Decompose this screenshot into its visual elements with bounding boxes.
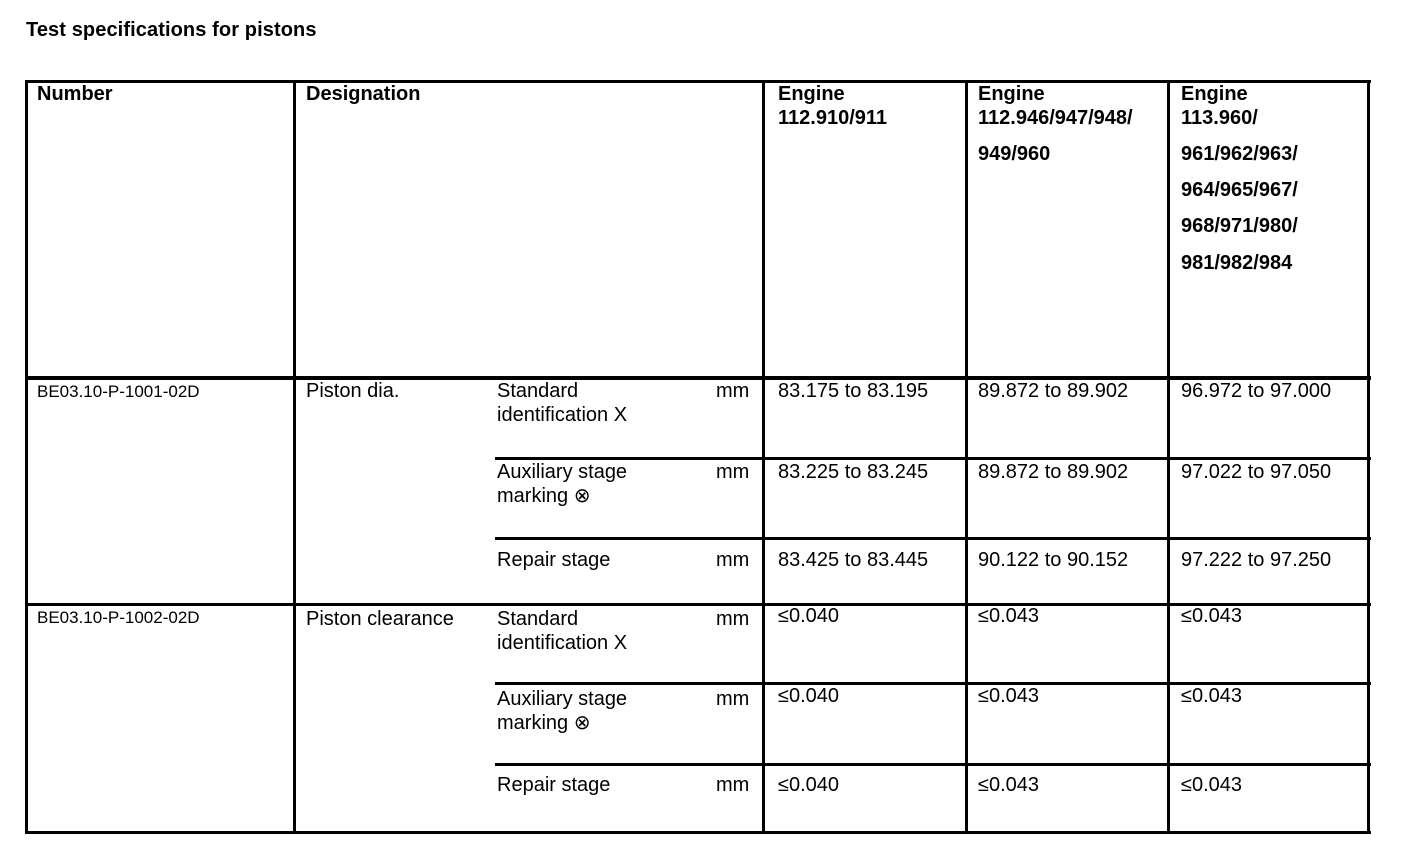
spec-value: 83.225 to 83.245 (778, 461, 929, 483)
unit-label: mm (716, 608, 750, 630)
spec-value: 97.022 to 97.050 (1181, 461, 1332, 483)
spec-value: ≤0.043 (978, 685, 1040, 707)
stage-label: Repair stage (497, 774, 611, 796)
stage-label: Standard identification X (497, 380, 628, 426)
unit-label: mm (716, 380, 750, 402)
header-number: Number (37, 83, 113, 105)
unit-label: mm (716, 688, 750, 710)
stage-label: Auxiliary stage marking ⊗ (497, 461, 628, 507)
table-left-border (25, 80, 28, 834)
unit-label: mm (716, 774, 750, 796)
spec-value: ≤0.040 (778, 685, 840, 707)
header-engine-1 (778, 82, 887, 130)
spec-value: ≤0.043 (978, 605, 1040, 627)
engine-label: Engine (1181, 83, 1248, 105)
row-divider (495, 763, 1371, 766)
stage-label: Repair stage (497, 549, 611, 571)
spec-value: ≤0.040 (778, 774, 840, 796)
header-designation: Designation (306, 83, 421, 105)
engine-model: 964/965/967/ (1181, 179, 1298, 201)
unit-label: mm (716, 461, 750, 483)
stage-label: Standard identification X (497, 608, 628, 654)
spec-designation: Piston dia. (306, 380, 400, 402)
spec-number: BE03.10-P-1002-02D (37, 608, 200, 627)
header-engine-2 (978, 82, 1133, 166)
spec-value: 83.175 to 83.195 (778, 380, 929, 402)
header-engine-3 (1181, 82, 1298, 275)
column-divider (762, 80, 765, 834)
spec-value: ≤0.043 (1181, 774, 1243, 796)
spec-value: ≤0.043 (1181, 605, 1243, 627)
spec-number: BE03.10-P-1001-02D (37, 382, 200, 401)
spec-value: 83.425 to 83.445 (778, 549, 929, 571)
column-divider (293, 80, 296, 834)
engine-model: 949/960 (978, 143, 1051, 165)
table-right-border (1367, 80, 1370, 834)
spec-value: 97.222 to 97.250 (1181, 549, 1332, 571)
engine-label: Engine (978, 83, 1045, 105)
engine-model: 968/971/980/ (1181, 215, 1298, 237)
engine-model: 961/962/963/ (1181, 143, 1298, 165)
spec-value: 89.872 to 89.902 (978, 380, 1129, 402)
spec-value: 89.872 to 89.902 (978, 461, 1129, 483)
engine-model: 981/982/984 (1181, 252, 1293, 274)
engine-model: 112.946/947/948/ (978, 107, 1133, 129)
spec-designation: Piston clearance (306, 608, 454, 630)
row-divider (495, 537, 1371, 540)
spec-value: 96.972 to 97.000 (1181, 380, 1332, 402)
unit-label: mm (716, 549, 750, 571)
column-divider (1167, 80, 1170, 834)
spec-value: ≤0.043 (978, 774, 1040, 796)
stage-label: Auxiliary stage marking ⊗ (497, 688, 628, 734)
spec-value: 90.122 to 90.152 (978, 549, 1129, 571)
engine-label: Engine (778, 83, 845, 105)
engine-model: 112.910/911 (778, 107, 888, 129)
spec-value: ≤0.043 (1181, 685, 1243, 707)
column-divider (965, 80, 968, 834)
engine-model: 113.960/ (1181, 107, 1258, 129)
spec-value: ≤0.040 (778, 605, 840, 627)
page-title: Test specifications for pistons (26, 19, 317, 41)
